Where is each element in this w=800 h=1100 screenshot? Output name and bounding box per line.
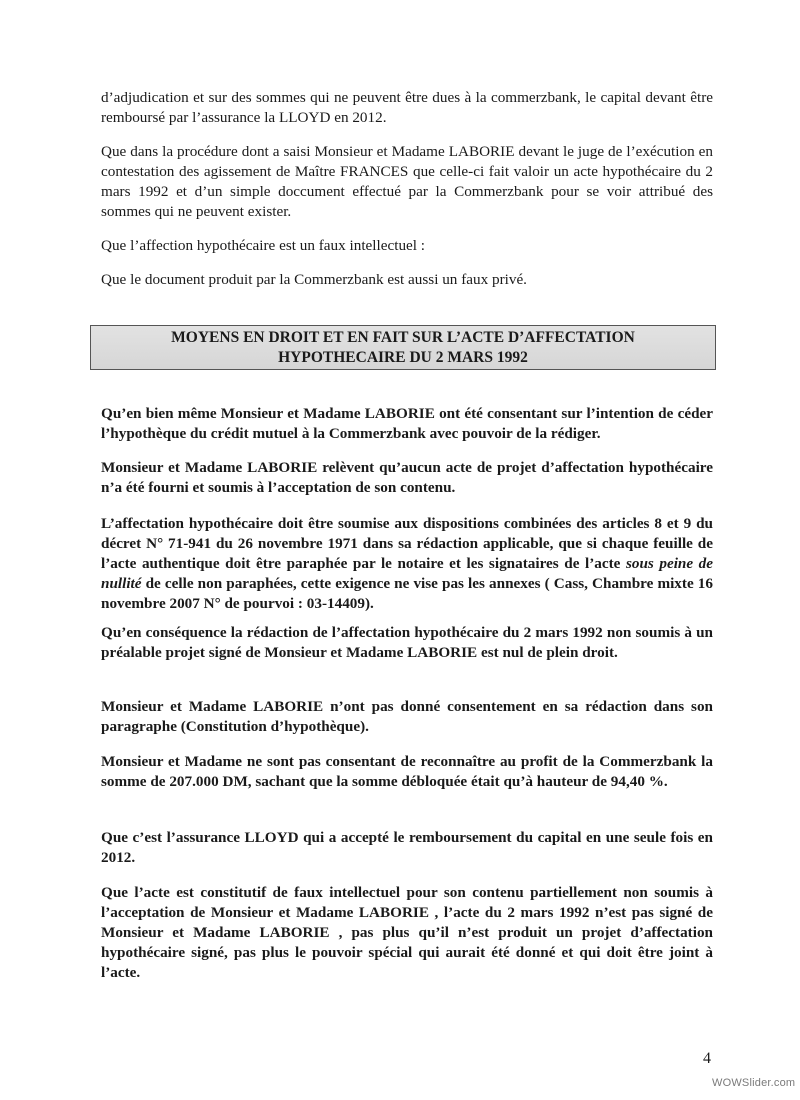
paragraph-decret <box>101 514 713 614</box>
page-number: 4 <box>703 1050 711 1067</box>
section-heading <box>90 325 716 370</box>
paragraph-aucun-projet: Monsieur et Madame LABORIE relèvent qu’aucun acte de projet d’affectation hypothécaire n’a été fourni et soumis à l’acceptation de son contenu. <box>101 459 713 496</box>
paragraph-procedure: Que dans la procédure dont a saisi Monsieur et Madame LABORIE devant le juge de l’exécution en contestation des agissement de Maître FRANCES que celle-ci fait valoir un acte hypothécaire du 2 mars 1992 et d’un simple doccument effectué par la Commerzbank pour se voir attribué des sommes qui ne peuvent exister. <box>101 143 713 220</box>
watermark: WOWSlider.com <box>712 1077 796 1089</box>
paragraph-lloyd: Que c’est l’assurance LLOYD qui a accepté le remboursement du capital en une seule fois en 2012. <box>101 829 713 866</box>
section-heading-line2: HYPOTHECAIRE DU 2 MARS 1992 <box>278 349 528 366</box>
paragraph-nul-de-plein-droit: Qu’en conséquence la rédaction de l’affectation hypothécaire du 2 mars 1992 non soumis à un préalable projet signé de Monsieur et Madame LABORIE est nul de plein droit. <box>101 624 713 661</box>
paragraph-faux-contenu: Que l’acte est constitutif de faux intellectuel pour son contenu partiellement non soumis à l’acceptation de Monsieur et Madame LABORIE , l’acte du 2 mars 1992 n’est pas signé de Monsieur et Madame LABORIE , pas plus qu’il n’est produit un projet d’affectation hypothécaire signé, pas plus le pouvoir spécial qui aurait été donné et qui doit être joint à l’acte. <box>101 884 713 981</box>
section-heading-line1: MOYENS EN DROIT ET EN FAIT SUR L’ACTE D’AFFECTATION <box>171 329 635 346</box>
decret-text-after: de celle non paraphées, cette exigence ne vise pas les annexes ( Cass, Chambre mixte 16 novembre 2007 N° de pourvoi : 03-14409). <box>101 575 713 612</box>
paragraph-consentant: Qu’en bien même Monsieur et Madame LABORIE ont été consentant sur l’intention de céder l’hypothèque du crédit mutuel à la Commerzbank avec pouvoir de la rédiger. <box>101 405 713 442</box>
decret-text-italic: sous peine de nullité <box>101 555 714 592</box>
paragraph-faux-intellectuel: Que l’affection hypothécaire est un faux intellectuel : <box>101 237 426 254</box>
decret-text-before: L’affectation hypothécaire doit être soumise aux dispositions combinées des articles 8 et 9 du décret N° 71-941 du 26 novembre 1971 dans sa rédaction applicable, que si chaque feuille de l’acte authentique doit être paraphée par le notaire et les signataires de l’acte <box>101 515 713 572</box>
paragraph-faux-prive: Que le document produit par la Commerzbank est aussi un faux privé. <box>101 271 527 288</box>
paragraph-adjudication: d’adjudication et sur des sommes qui ne peuvent être dues à la commerzbank, le capital devant être remboursé par l’assurance la LLOYD en 2012. <box>101 89 713 126</box>
paragraph-constitution-hypotheque: Monsieur et Madame LABORIE n’ont pas donné consentement en sa rédaction dans son paragraphe (Constitution d’hypothèque). <box>101 698 713 735</box>
paragraph-207000-dm: Monsieur et Madame ne sont pas consentant de reconnaître au profit de la Commerzbank la somme de 207.000 DM, sachant que la somme débloquée était qu’à hauteur de 94,40 %. <box>101 753 713 790</box>
